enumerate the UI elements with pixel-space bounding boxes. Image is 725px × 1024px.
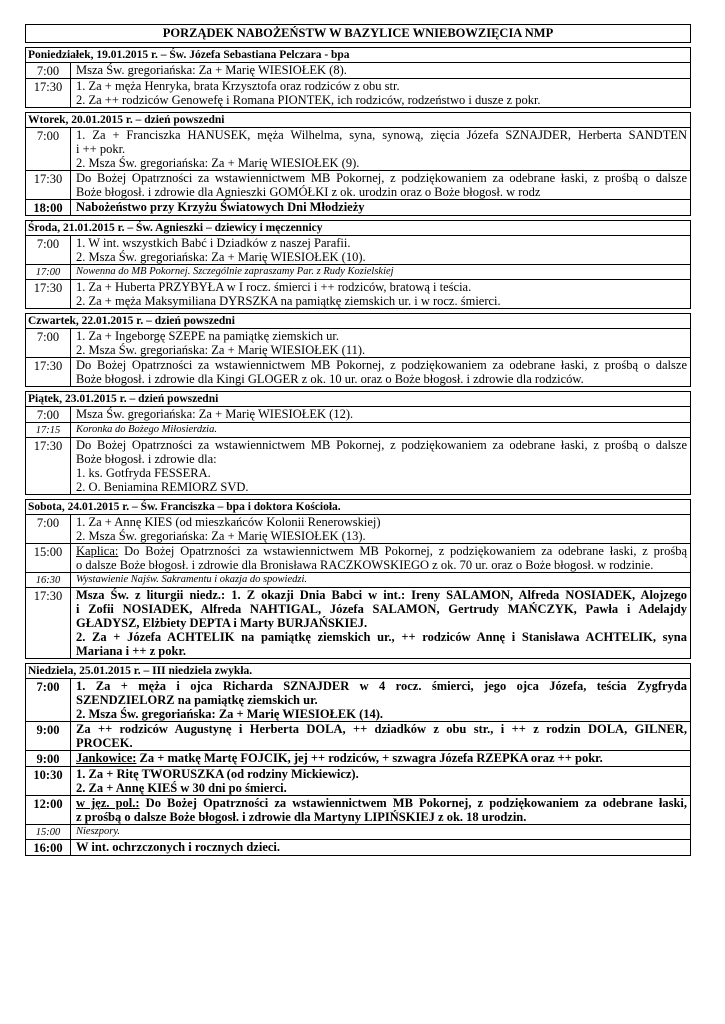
- intention-line: i Zofii NOSIADEK, Alfreda NAHTIGAL, Józefa SALAMON, Gertrudy MAŃCZYK, Pawła i Adelajdy: [76, 602, 687, 616]
- mass-intention: [71, 128, 690, 170]
- intention-line: 2. Msza Św. gregoriańska: Za + Marię WIESIOŁEK (10).: [76, 250, 366, 264]
- mass-row: [26, 825, 690, 840]
- intention-line: Msza Św. gregoriańska: Za + Marię WIESIOŁEK (8).: [76, 63, 347, 77]
- mass-time: 7:00: [26, 679, 71, 721]
- intention-line: 2. Msza Św. gregoriańska: Za + Marię WIESIOŁEK (14).: [76, 707, 384, 721]
- intention-line: Mariana i ++ z pokr.: [76, 644, 186, 658]
- mass-row: [26, 329, 690, 358]
- intention-line: 1. Za + Ritę TWORUSZKA (od rodziny Mickiewicz).: [76, 767, 359, 781]
- mass-time: 7:00: [26, 515, 71, 543]
- mass-intention: [71, 79, 690, 107]
- intention-line: 1. Za + Franciszka HANUSEK, męża Wilhelma, syna, synową, zięcia Józefa SZNAJDER, Herberta SANDTEN: [76, 128, 687, 142]
- mass-intention: [71, 329, 690, 357]
- day-section: [25, 499, 691, 659]
- mass-row: [26, 200, 690, 215]
- intention-line: 1. Za + Annę KIES (od mieszkańców Kolonii Renerowskiej): [76, 515, 381, 529]
- mass-intention: [71, 438, 690, 494]
- day-header: Niedziela, 25.01.2015 r. – III niedziela zwykła.: [26, 664, 690, 679]
- mass-time: 16:00: [26, 840, 71, 855]
- mass-time: 9:00: [26, 722, 71, 750]
- intention-line: GŁADYSZ, Elżbiety DEPTA i Marty BURJAŃSKIEJ.: [76, 616, 368, 630]
- mass-intention: [71, 751, 690, 766]
- intention-line: 1. Za + męża i ojca Richarda SZNAJDER w 4 rocz. śmierci, jego ojca Józefa, teścia Zygfryda: [76, 679, 687, 693]
- intention-line: PROCEK.: [76, 736, 133, 750]
- intention-line: W int. ochrzczonych i rocznych dzieci.: [76, 840, 281, 854]
- intention-line: i ++ pokr.: [76, 142, 126, 156]
- intention-line: Msza Św. z liturgii niedz.: 1. Z okazji Dnia Babci w int.: Ireny SALAMON, Alfreda NOSIADEK, Alojzego: [76, 588, 687, 602]
- mass-row: [26, 423, 690, 438]
- mass-intention: [71, 544, 690, 572]
- mass-row: [26, 438, 690, 494]
- mass-time: 7:00: [26, 329, 71, 357]
- mass-time: 17:00: [26, 265, 71, 279]
- mass-row: [26, 265, 690, 280]
- mass-row: [26, 751, 690, 767]
- mass-row: [26, 515, 690, 544]
- mass-time: 7:00: [26, 236, 71, 264]
- intention-line: Boże błogosł. i zdrowie dla Agnieszki GOMÓŁKI z ok. urodzin oraz o Boże błogosł. w rodz: [76, 185, 541, 199]
- mass-row: [26, 128, 690, 171]
- location-prefix: Kaplica:: [76, 544, 119, 558]
- mass-intention: [71, 573, 690, 587]
- mass-intention: [71, 825, 690, 839]
- intention-line: 1. Za + męża Henryka, brata Krzysztofa oraz rodziców z obu str.: [76, 79, 400, 93]
- page-title: PORZĄDEK NABOŻEŃSTW W BAZYLICE WNIEBOWZIĘCIA NMP: [25, 24, 691, 43]
- mass-time: 7:00: [26, 407, 71, 422]
- mass-intention: [71, 767, 690, 795]
- intention-line: Koronka do Bożego Miłosierdzia.: [76, 424, 217, 435]
- mass-time: 17:15: [26, 423, 71, 437]
- day-section: [25, 391, 691, 495]
- mass-row: [26, 79, 690, 107]
- mass-intention: [71, 236, 690, 264]
- mass-intention: [71, 796, 690, 824]
- intention-line: Nowenna do MB Pokornej. Szczególnie zapraszamy Par. z Rudy Kozielskiej: [76, 266, 394, 277]
- intention-line: 2. Msza Św. gregoriańska: Za + Marię WIESIOŁEK (9).: [76, 156, 360, 170]
- mass-intention: [71, 265, 690, 279]
- day-section: [25, 47, 691, 108]
- intention-line: Za ++ rodziców Augustynę i Herberta DOLA, ++ dziadków z obu str., i ++ z rodzin DOLA, GILNER,: [76, 722, 687, 736]
- mass-time: 17:30: [26, 280, 71, 308]
- mass-intention: [71, 588, 690, 658]
- mass-intention: [71, 171, 690, 199]
- intention-line: o dalsze Boże błogosł. i zdrowie dla Bronisława RACZKOWSKIEGO z ok. 70 ur. oraz o Boże błogosł. w rodzinie.: [76, 558, 654, 572]
- mass-intention: [71, 280, 690, 308]
- intention-line: Jankowice: Za + matkę Martę FOJCIK, jej ++ rodziców, + szwagra Józefa RZEPKA oraz ++ pokr.: [76, 751, 603, 765]
- mass-intention: [71, 63, 690, 78]
- mass-row: [26, 588, 690, 658]
- mass-row: [26, 63, 690, 79]
- day-header: Poniedziałek, 19.01.2015 r. – Św. Józefa Sebastiana Pelczara - bpa: [26, 48, 690, 63]
- intention-line: Msza Św. gregoriańska: Za + Marię WIESIOŁEK (12).: [76, 407, 354, 421]
- intention-line: 1. ks. Gotfryda FESSERA.: [76, 466, 211, 480]
- mass-time: 12:00: [26, 796, 71, 824]
- intention-line: Kaplica: Do Bożej Opatrzności za wstawiennictwem MB Pokornej, z podziękowaniem za odebrane łaski, z prośbą: [76, 544, 687, 558]
- day-section: [25, 112, 691, 216]
- intention-line: 2. Za + Józefa ACHTELIK na pamiątkę ziemskich ur., ++ rodziców Annę i Stanisława ACHTELIK, syna: [76, 630, 687, 644]
- day-section: [25, 220, 691, 309]
- location-prefix: w jęz. pol.:: [76, 796, 140, 810]
- day-header: Środa, 21.01.2015 r. – Św. Agnieszki – dziewicy i męczennicy: [26, 221, 690, 236]
- mass-time: 15:00: [26, 825, 71, 839]
- intention-line: 2. Za ++ rodziców Genowefę i Romana PIONTEK, ich rodziców, rodzeństwo i dusze z pokr.: [76, 93, 541, 107]
- mass-time: 17:30: [26, 358, 71, 386]
- mass-intention: [71, 358, 690, 386]
- mass-time: 17:30: [26, 79, 71, 107]
- intention-line: 2. Msza Św. gregoriańska: Za + Marię WIESIOŁEK (11).: [76, 343, 366, 357]
- intention-line: Boże błogosł. i zdrowie dla:: [76, 452, 217, 466]
- intention-line: 2. Za + męża Maksymiliana DYRSZKA na pamiątkę ziemskich ur. i w rocz. śmierci.: [76, 294, 501, 308]
- intention-line: z prośbą o dalsze Boże błogosł. i zdrowie dla Martyny LIPIŃSKIEJ z ok. 18 urodzin.: [76, 810, 527, 824]
- intention-line: SZENDZIELORZ na pamiątkę ziemskich ur.: [76, 693, 318, 707]
- intention-line: 2. Msza Św. gregoriańska: Za + Marię WIESIOŁEK (13).: [76, 529, 366, 543]
- day-header: Wtorek, 20.01.2015 r. – dzień powszedni: [26, 113, 690, 128]
- mass-intention: [71, 722, 690, 750]
- mass-row: [26, 236, 690, 265]
- day-section: [25, 663, 691, 856]
- mass-time: 9:00: [26, 751, 71, 766]
- mass-time: 16:30: [26, 573, 71, 587]
- mass-row: [26, 358, 690, 386]
- mass-intention: [71, 407, 690, 422]
- mass-time: 17:30: [26, 171, 71, 199]
- mass-time: 17:30: [26, 438, 71, 494]
- mass-time: 7:00: [26, 128, 71, 170]
- mass-intention: [71, 200, 690, 215]
- schedule-sheet: [25, 24, 691, 860]
- mass-intention: [71, 515, 690, 543]
- intention-line: 1. W int. wszystkich Babć i Dziadków z naszej Parafii.: [76, 236, 351, 250]
- mass-row: [26, 171, 690, 200]
- mass-intention: [71, 840, 690, 855]
- mass-row: [26, 722, 690, 751]
- intention-line: Nabożeństwo przy Krzyżu Światowych Dni Młodzieży: [76, 200, 365, 214]
- intention-line: Do Bożej Opatrzności za wstawiennictwem MB Pokornej, z podziękowaniem za odebrane łaski, z prośbą o dalsze: [76, 358, 687, 372]
- mass-row: [26, 796, 690, 825]
- intention-line: Boże błogosł. i zdrowie dla Kingi GLOGER z ok. 10 ur. oraz o Boże błogosł. i zdrowie dla rodziców.: [76, 372, 584, 386]
- mass-intention: [71, 423, 690, 437]
- day-header: Czwartek, 22.01.2015 r. – dzień powszedni: [26, 314, 690, 329]
- intention-line: 2. O. Beniamina REMIORZ SVD.: [76, 480, 249, 494]
- intention-line: 2. Za + Annę KIEŚ w 30 dni po śmierci.: [76, 781, 287, 795]
- mass-row: [26, 573, 690, 588]
- days-container: [25, 47, 691, 856]
- mass-row: [26, 679, 690, 722]
- day-header: Sobota, 24.01.2015 r. – Św. Franciszka – bpa i doktora Kościoła.: [26, 500, 690, 515]
- intention-line: Do Bożej Opatrzności za wstawiennictwem MB Pokornej, z podziękowaniem za odebrane łaski, z prośbą o dalsze: [76, 171, 687, 185]
- mass-time: 15:00: [26, 544, 71, 572]
- intention-line: Nieszpory.: [76, 826, 121, 837]
- mass-time: 18:00: [26, 200, 71, 215]
- mass-time: 10:30: [26, 767, 71, 795]
- intention-line: Do Bożej Opatrzności za wstawiennictwem MB Pokornej, z podziękowaniem za odebrane łaski, z prośbą o dalsze: [76, 438, 687, 452]
- mass-time: 17:30: [26, 588, 71, 658]
- intention-line: w jęz. pol.: Do Bożej Opatrzności za wstawiennictwem MB Pokornej, z podziękowaniem za odebrane łaski,: [76, 796, 688, 810]
- mass-row: [26, 544, 690, 573]
- intention-line: 1. Za + Ingeborgę SZEPE na pamiątkę ziemskich ur.: [76, 329, 340, 343]
- mass-row: [26, 767, 690, 796]
- intention-line: Wystawienie Najśw. Sakramentu i okazja do spowiedzi.: [76, 574, 307, 585]
- intention-line: 1. Za + Huberta PRZYBYŁA w I rocz. śmierci i ++ rodziców, bratową i teścia.: [76, 280, 472, 294]
- day-section: [25, 313, 691, 387]
- mass-intention: [71, 679, 690, 721]
- mass-row: [26, 407, 690, 423]
- day-header: Piątek, 23.01.2015 r. – dzień powszedni: [26, 392, 690, 407]
- mass-row: [26, 840, 690, 855]
- mass-time: 7:00: [26, 63, 71, 78]
- location-prefix: Jankowice:: [76, 751, 137, 765]
- mass-row: [26, 280, 690, 308]
